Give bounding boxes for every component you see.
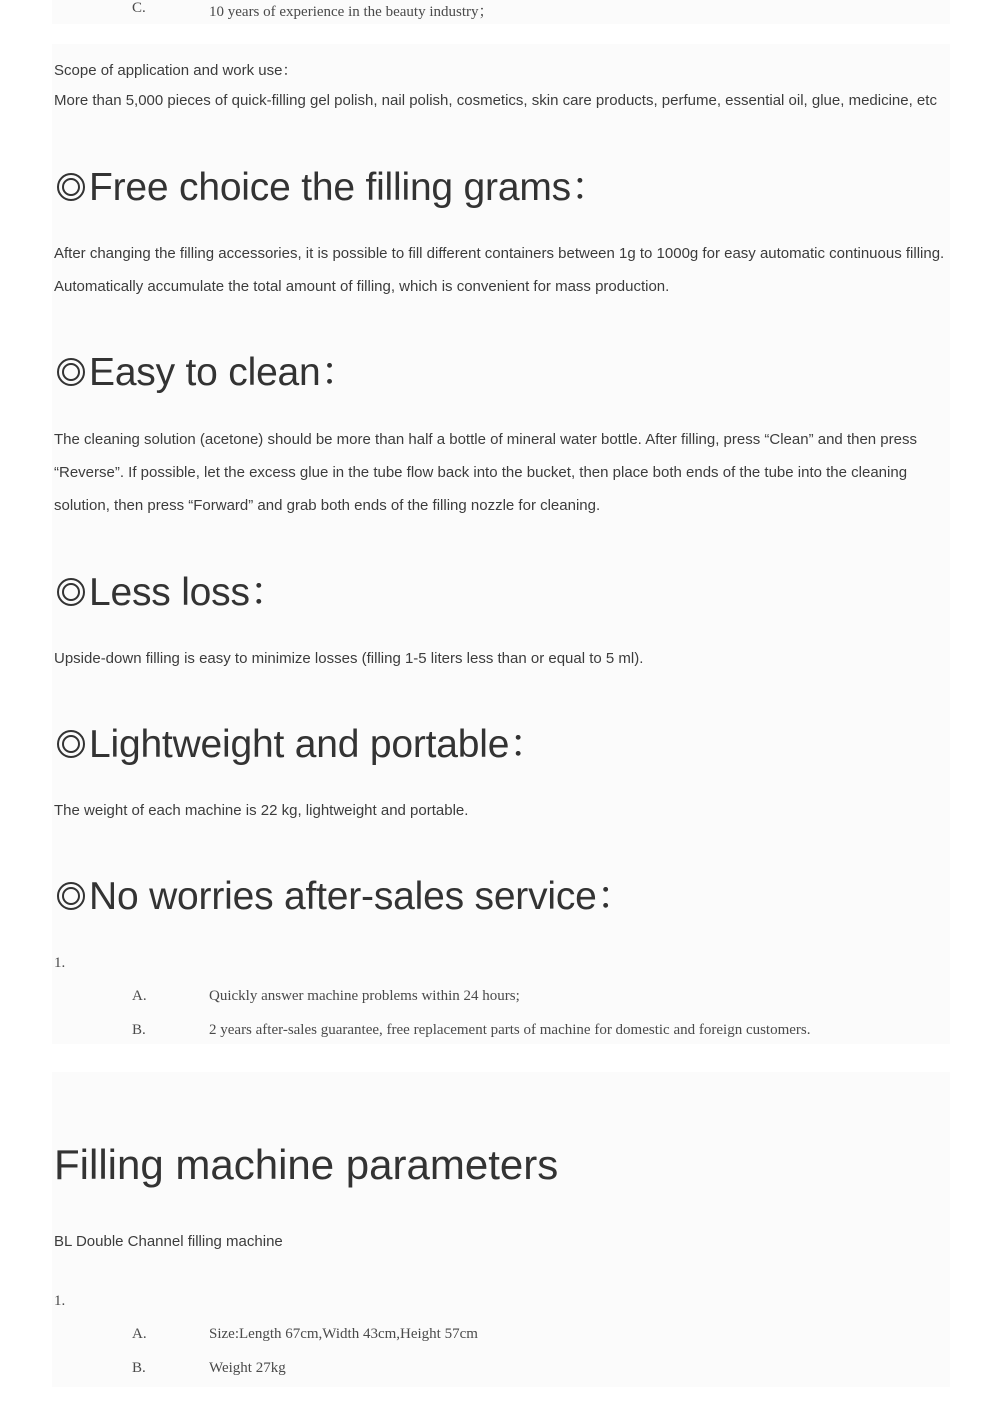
list-letter: B.: [132, 1022, 146, 1038]
section-heading: [56, 341, 359, 397]
parameters-band: [52, 1072, 950, 1387]
list-letter: C.: [132, 0, 146, 16]
section-title: Easy to clean：: [89, 351, 360, 394]
scope-heading: Scope of application and work use：: [54, 62, 298, 79]
section-text-line: solution, then press “Forward” and grab both ends of the filling nozzle for cleaning.: [54, 497, 601, 514]
list-item-text: Weight 27kg: [209, 1360, 286, 1376]
section-heading: [56, 561, 289, 617]
section-text-line: Upside-down filling is easy to minimize losses (filling 1-5 liters less than or equal to 5 ml).: [54, 650, 644, 667]
list-number: 1.: [54, 955, 66, 971]
scope-text: More than 5,000 pieces of quick-filling gel polish, nail polish, cosmetics, skin care products, perfume, essential oil, glue, medicine, etc: [54, 92, 937, 109]
double-circle-icon: [56, 357, 86, 387]
list-letter: A.: [132, 988, 147, 1004]
section-text-line: Automatically accumulate the total amount of filling, which is convenient for mass production.: [54, 278, 670, 295]
section-title: No worries after-sales service：: [89, 875, 636, 918]
list-item-text: 10 years of experience in the beauty industry；: [209, 4, 494, 20]
section-text-line: The cleaning solution (acetone) should be more than half a bottle of mineral water bottle. After filling, press “Clean” and then press: [54, 431, 917, 448]
list-item-text: Size:Length 67cm,Width 43cm,Height 57cm: [209, 1326, 478, 1342]
section-heading: [56, 156, 610, 212]
section-text-line: The weight of each machine is 22 kg, lightweight and portable.: [54, 802, 469, 819]
double-circle-icon: [56, 577, 86, 607]
list-item-text: 2 years after-sales guarantee, free replacement parts of machine for domestic and foreign customers.: [209, 1022, 811, 1038]
section-title: Lightweight and portable：: [89, 723, 548, 766]
section-heading: [56, 865, 635, 921]
page-title: Filling machine parameters: [54, 1141, 559, 1188]
double-circle-icon: [56, 172, 86, 202]
section-title: Less loss：: [89, 571, 289, 614]
list-letter: A.: [132, 1326, 147, 1342]
double-circle-icon: [56, 881, 86, 911]
list-item-text: Quickly answer machine problems within 24 hours;: [209, 988, 520, 1004]
double-circle-icon: [56, 729, 86, 759]
list-number: 1.: [54, 1293, 66, 1309]
list-band: [52, 0, 950, 24]
section-text-line: “Reverse”. If possible, let the excess glue in the tube flow back into the bucket, then place both ends of the tube into the cleaning: [54, 464, 908, 481]
section-text-line: After changing the filling accessories, it is possible to fill different containers between 1g to 1000g for easy automatic continuous filling.: [54, 245, 945, 262]
list-letter: B.: [132, 1360, 146, 1376]
model-name: BL Double Channel filling machine: [54, 1233, 283, 1250]
section-title: Free choice the filling grams：: [89, 166, 610, 209]
section-heading: [56, 713, 548, 769]
